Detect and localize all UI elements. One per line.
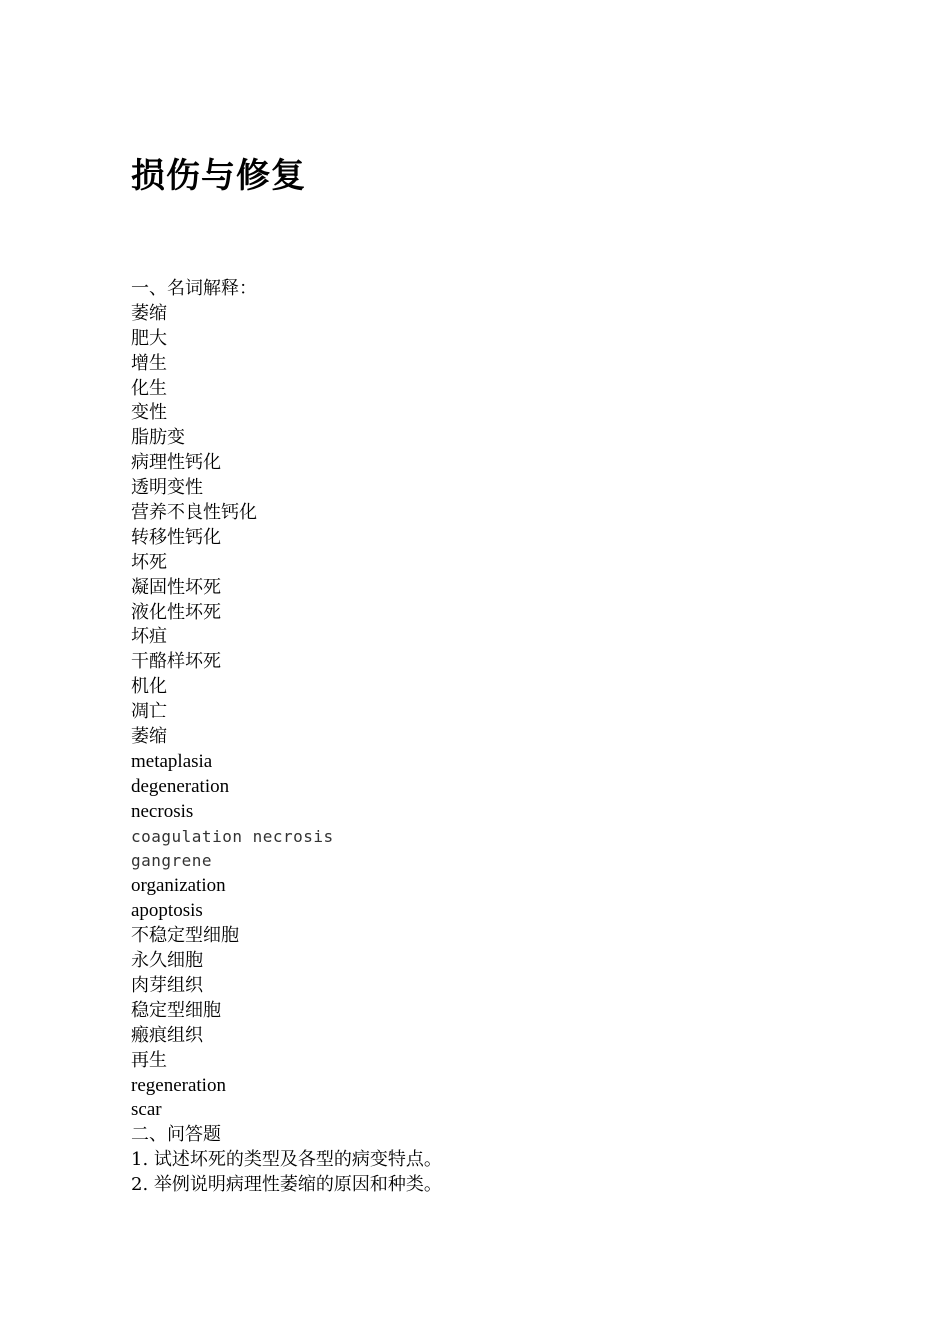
text-line: 肥大 <box>131 327 167 349</box>
page-title: 损伤与修复 <box>131 156 306 196</box>
text-line: organization <box>131 875 226 897</box>
text-line: 稳定型细胞 <box>131 999 221 1021</box>
text-line: scar <box>131 1099 162 1121</box>
text-line: 萎缩 <box>131 302 167 324</box>
text-line: 萎缩 <box>131 726 167 748</box>
text-line: 2. 举例说明病理性萎缩的原因和种类。 <box>131 1174 442 1196</box>
text-line: 再生 <box>131 1049 167 1071</box>
text-line: regeneration <box>131 1074 226 1096</box>
text-line: 脂肪变 <box>131 427 185 449</box>
text-line: metaplasia <box>131 750 213 772</box>
text-line: 坏疽 <box>131 626 167 648</box>
text-line: 1. 试述坏死的类型及各型的病变特点。 <box>131 1149 442 1171</box>
text-line: 机化 <box>131 676 167 698</box>
text-line: 营养不良性钙化 <box>131 502 257 524</box>
text-line: 凋亡 <box>131 701 167 723</box>
text-line: 一、名词解释： <box>131 278 257 299</box>
text-line: gangrene <box>131 851 213 871</box>
text-line: apoptosis <box>131 900 203 922</box>
text-line: necrosis <box>131 800 194 822</box>
text-line: 透明变性 <box>131 477 203 499</box>
text-line: 干酪样坏死 <box>131 651 221 673</box>
text-line: degeneration <box>131 775 230 797</box>
text-line: coagulation necrosis <box>131 826 334 846</box>
text-line: 不稳定型细胞 <box>131 925 239 947</box>
text-line: 凝固性坏死 <box>131 576 221 598</box>
text-line: 化生 <box>131 377 167 399</box>
text-line: 增生 <box>131 352 167 374</box>
text-line: 坏死 <box>131 551 167 573</box>
text-line: 肉芽组织 <box>131 974 203 996</box>
text-line: 转移性钙化 <box>131 526 221 548</box>
document-body <box>131 277 831 1198</box>
text-line: 变性 <box>131 402 167 424</box>
text-line: 病理性钙化 <box>131 452 221 474</box>
text-line: 液化性坏死 <box>131 601 221 623</box>
text-line: 永久细胞 <box>131 950 203 972</box>
text-line: 二、问答题 <box>131 1124 221 1146</box>
text-line: 瘢痕组织 <box>131 1024 203 1046</box>
